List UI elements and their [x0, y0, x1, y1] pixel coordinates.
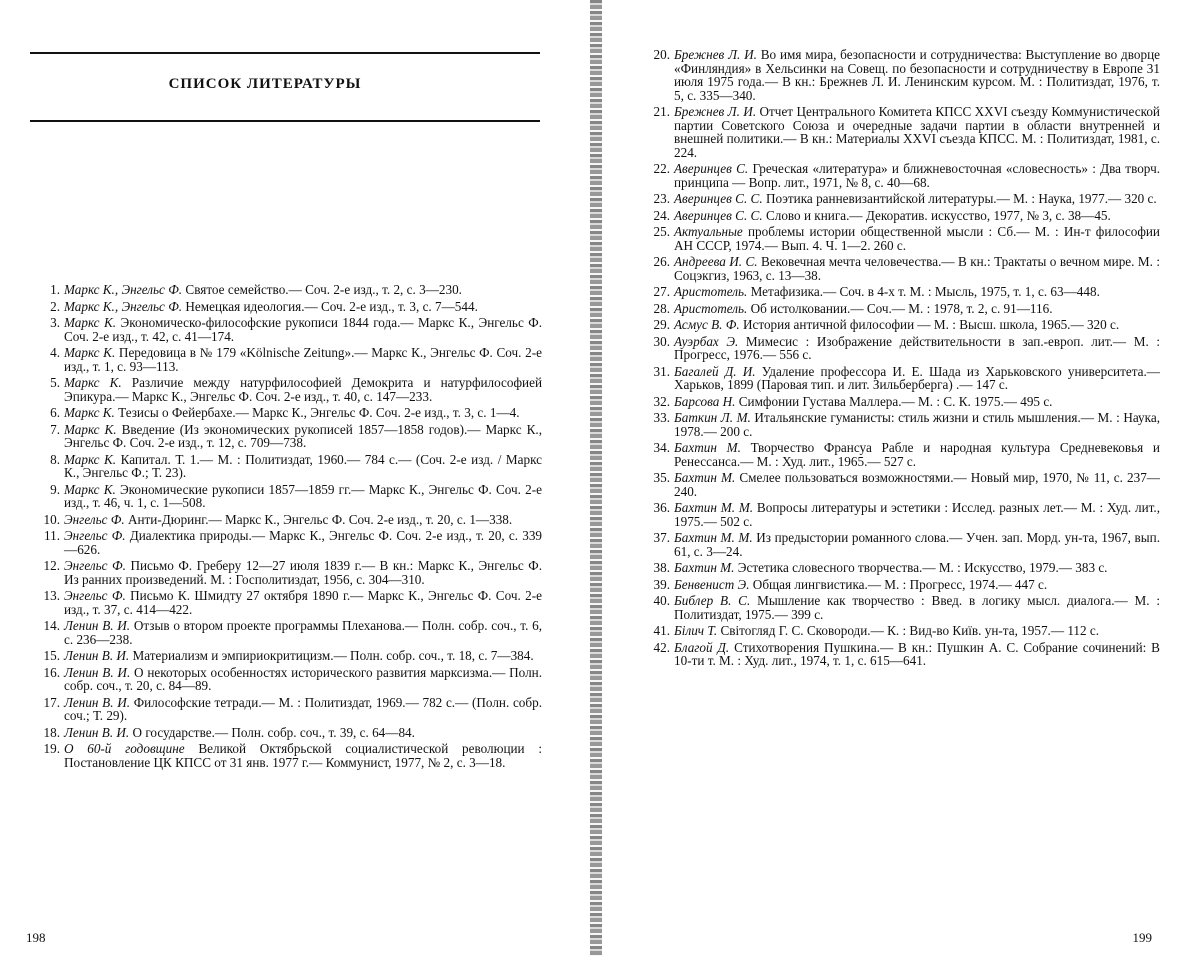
reference-item [640, 471, 1160, 498]
reference-number: 23. [653, 191, 670, 206]
title-rule-top [30, 52, 540, 54]
reference-text: Диалектика природы.— Маркс К., Энгельс Ф. Соч. 2-е изд., т. 20, с. 339—626. [64, 528, 543, 557]
reference-item [640, 501, 1160, 528]
reference-author: Бахтин М. М. [674, 530, 753, 545]
reference-item [30, 742, 542, 769]
reference-author: Ленин В. И. [64, 694, 131, 710]
right-page [600, 0, 1200, 956]
reference-author: Бахтин М. [674, 470, 736, 485]
reference-author: Маркс К. [64, 375, 122, 390]
reference-item [640, 225, 1160, 252]
reference-number: 9. [50, 481, 60, 497]
reference-text: Великой Октябрьской социалистической революции : Постановление ЦК КПСС от 31 янв. 1977 г.— Коммунист, 1977, № 2, с. 3—18. [64, 741, 542, 770]
reference-text: проблемы истории общественной мысли : Сб.— М. : Ин-т философии АН СССР, 1974.— Вып. 4. Ч. 1—2. 260 с. [674, 224, 1160, 253]
reference-item [640, 255, 1160, 282]
reference-item [640, 531, 1160, 558]
reference-author: Маркс К. [64, 451, 117, 467]
reference-number: 27. [653, 284, 670, 299]
reference-number: 32. [653, 393, 670, 409]
reference-author: Маркс К. [64, 345, 116, 360]
reference-author: Аверинцев С. С. [674, 191, 763, 206]
reference-text: Мимесис : Изображение действительности в зап.-европ. лит.— М. : Прогресс, 1976.— 556 с. [674, 333, 1160, 362]
reference-item [640, 365, 1160, 392]
left-page [0, 0, 590, 956]
reference-author: Актуальные [674, 224, 743, 239]
reference-author: Брежнев Л. И. [674, 104, 757, 119]
reference-number: 22. [653, 161, 670, 176]
reference-text: Греческая «литература» и ближневосточная «словесность» : Два творч. принципа — Вопр. лит., 1971, № 8, с. 40—68. [674, 161, 1160, 190]
reference-text: Вековечная мечта человечества.— В кн.: Трактаты о вечном мире. М. : Соцэкгиз, 1963, с. 13—38. [674, 254, 1160, 283]
reference-item [640, 285, 1160, 299]
reference-author: Багалей Д. И. [674, 363, 756, 379]
reference-number: 41. [653, 623, 670, 638]
reference-item [640, 561, 1160, 575]
reference-text: Из предыстории романного слова.— Учен. зап. Морд. ун-та, 1967, вып. 61, с. 3—24. [674, 530, 1161, 559]
reference-item [30, 406, 542, 420]
reference-number: 4. [50, 345, 60, 360]
reference-number: 6. [50, 405, 60, 420]
reference-text: Анти-Дюринг.— Маркс К., Энгельс Ф. Соч. 2-е изд., т. 20, с. 1—338. [124, 511, 513, 527]
reference-text: Капитал. Т. 1.— М. : Политиздат, 1960.— 784 с.— (Соч. 2-е изд. / Маркс К., Энгельс Ф.; Т. 23). [64, 451, 543, 480]
reference-author: Ленин В. И. [64, 618, 131, 633]
reference-text: Отзыв о втором проекте программы Плеханова.— Полн. собр. соч., т. 6, с. 236—238. [64, 618, 542, 647]
reference-author: Ленин В. И. [64, 664, 131, 680]
reference-text: Передовица в № 179 «Kölnische Zeitung».— Маркс К., Энгельс Ф. Соч. 2-е изд., т. 1, с. 93—113. [64, 345, 542, 374]
reference-number: 35. [653, 470, 670, 485]
reference-item [640, 641, 1160, 668]
reference-item [640, 335, 1160, 362]
reference-text: О некоторых особенностях исторического развития марксизма.— Полн. собр. соч., т. 20, с. 84—89. [64, 664, 542, 693]
reference-text: Во имя мира, безопасности и сотрудничества: Выступление во дворце «Финляндия» в Хельсинки на Совещ. по безопасности и сотрудничеству в Европе 31 июля 1975 года.— В кн.: Брежнев Л. И. Ленинским курсом. М. : Политиздат, 1976, т. 5, с. 335—340. [674, 47, 1160, 103]
reference-number: 11. [44, 528, 60, 543]
reference-item [30, 726, 542, 740]
reference-author: Бахтин М. [674, 560, 735, 575]
reference-author: Маркс К. [64, 421, 117, 437]
reference-number: 16. [43, 664, 60, 680]
reference-item [640, 578, 1160, 592]
reference-item [30, 589, 542, 616]
reference-author: Библер В. С. [674, 593, 751, 608]
reference-number: 7. [50, 421, 60, 437]
reference-number: 2. [50, 298, 60, 314]
reference-item [640, 395, 1160, 409]
reference-number: 13. [43, 588, 60, 603]
reference-author: Бахтин М. М. [674, 500, 754, 515]
reference-author: Маркс К. [64, 481, 116, 497]
reference-item [30, 696, 542, 723]
reference-text: Мышление как творчество : Введ. в логику мысл. диалога.— М. : Политиздат, 1975.— 399 с. [674, 593, 1160, 622]
reference-text: Экономическо-философские рукописи 1844 года.— Маркс К., Энгельс Ф. Соч. 2-е изд., т. 42, с. 41—174. [64, 315, 542, 344]
reference-list-right [640, 48, 1160, 671]
reference-text: Поэтика ранневизантийской литературы.— М. : Наука, 1977.— 320 с. [762, 191, 1157, 206]
reference-item [30, 559, 542, 586]
reference-author: Асмус В. Ф. [674, 317, 740, 332]
reference-item [30, 316, 542, 343]
reference-item [30, 529, 542, 556]
reference-number: 12. [43, 558, 60, 573]
reference-number: 18. [43, 724, 60, 740]
reference-text: История античной философии — М. : Высш. школа, 1965.— 320 с. [739, 317, 1120, 332]
reference-author: Ауэрбах Э. [674, 333, 739, 349]
reference-author: Ленин В. И. [64, 724, 130, 740]
reference-item [640, 162, 1160, 189]
reference-number: 19. [43, 741, 60, 756]
reference-text: Письмо Ф. Греберу 12—27 июля 1839 г.— В кн.: Маркс К., Энгельс Ф. Из ранних произведений. М. : Госполитиздат, 1956, с. 304—310. [64, 558, 543, 587]
reference-number: 42. [653, 639, 670, 655]
reference-text: Творчество Франсуа Рабле и народная культура Средневековья и Ренессанса.— М. : Худ. лит., 1965.— 527 с. [674, 440, 1160, 469]
reference-number: 30. [653, 333, 670, 349]
reference-list-left [30, 283, 542, 772]
reference-text: Общая лингвистика.— М. : Прогресс, 1974.— 447 с. [749, 576, 1048, 592]
reference-number: 8. [50, 451, 60, 467]
reference-number: 14. [43, 618, 60, 633]
reference-author: Аверинцев С. С. [674, 207, 763, 223]
reference-author: Маркс К., Энгельс Ф. [64, 282, 183, 297]
reference-item [640, 441, 1160, 468]
reference-author: Энгельс Ф. [64, 528, 126, 543]
reference-item [30, 513, 542, 527]
reference-number: 36. [653, 500, 670, 515]
page-number-right: 199 [1132, 930, 1152, 945]
reference-item [640, 48, 1160, 102]
reference-number: 33. [653, 410, 670, 425]
reference-text: Стихотворения Пушкина.— В кн.: Пушкин А. С. Собрание сочинений: В 10-ти т. М. : Худ. лит., 1974, т. 1, с. 615—641. [674, 639, 1160, 668]
reference-item [30, 483, 542, 510]
page-number-left: 198 [26, 930, 46, 945]
reference-author: Маркс К., Энгельс Ф. [64, 298, 183, 314]
reference-item [30, 666, 542, 693]
reference-author: Ленин В. И. [64, 648, 130, 663]
reference-text: Святое семейство.— Соч. 2-е изд., т. 2, с. 3—230. [182, 282, 462, 297]
reference-author: Маркс К. [64, 315, 117, 330]
reference-number: 10. [43, 511, 60, 527]
reference-item [640, 105, 1160, 159]
reference-text: Итальянские гуманисты: стиль жизни и стиль мышления.— М. : Наука, 1978.— 200 с. [674, 410, 1160, 439]
reference-number: 39. [653, 576, 670, 592]
reference-author: Брежнев Л. И. [674, 47, 757, 62]
reference-author: Баткин Л. М. [674, 410, 751, 425]
reference-text: Смелее пользоваться возможностями.— Новый мир, 1970, № 11, с. 237—240. [674, 470, 1160, 499]
reference-item [640, 209, 1160, 223]
reference-item [30, 453, 542, 480]
reference-text: О государстве.— Полн. собр. соч., т. 39, с. 64—84. [129, 724, 415, 740]
reference-text: Введение (Из экономических рукописей 1857—1858 годов).— Маркс К., Энгельс Ф. Соч. 2-е изд., т. 12, с. 709—738. [64, 421, 542, 450]
reference-item [30, 619, 542, 646]
reference-number: 24. [653, 207, 670, 223]
reference-author: Білич Т. [674, 623, 718, 638]
reference-number: 25. [653, 224, 670, 239]
reference-text: Удаление профессора И. Е. Шада из Харьковского университета.— Харьков, 1899 (Паровая тип. и лит. Зильберберга) .— 147 с. [674, 363, 1160, 392]
reference-item [30, 376, 542, 403]
reference-number: 29. [653, 317, 670, 332]
reference-author: Аристотель. [674, 300, 748, 316]
reference-number: 26. [653, 254, 670, 269]
reference-item [640, 594, 1160, 621]
reference-text: Об истолковании.— Соч.— М. : 1978, т. 2, с. 91—116. [747, 300, 1053, 316]
reference-item [30, 300, 542, 314]
reference-author: Андреева И. С. [674, 254, 758, 269]
reference-number: 37. [653, 530, 670, 545]
reference-number: 28. [653, 300, 670, 316]
reference-author: Бенвенист Э. [674, 576, 750, 592]
reference-number: 40. [653, 593, 670, 608]
reference-item [640, 411, 1160, 438]
reference-author: Аристотель. [674, 284, 748, 299]
reference-text: Світогляд Г. С. Сковороди.— К. : Вид-во Київ. ун-та, 1957.— 112 с. [717, 623, 1100, 638]
reference-author: Энгельс Ф. [64, 588, 126, 603]
reference-text: Материализм и эмпириокритицизм.— Полн. собр. соч., т. 18, с. 7—384. [129, 648, 534, 663]
reference-number: 1. [50, 282, 60, 297]
reference-author: Аверинцев С. [674, 161, 749, 176]
reference-item [640, 302, 1160, 316]
reference-text: Отчет Центрального Комитета КПСС XXVI съезду Коммунистической партии Советского Союза и очередные задачи партии в области внутренней и внешней политики.— В кн.: Материалы XXVI съезда КПСС. М. : Политиздат, 1981, с. 224. [674, 104, 1160, 160]
reference-number: 31. [653, 363, 670, 379]
reference-text: Немецкая идеология.— Соч. 2-е изд., т. 3, с. 7—544. [182, 298, 478, 314]
reference-author: Энгельс Ф. [64, 558, 126, 573]
reference-item [640, 192, 1160, 206]
title-rule-bottom [30, 120, 540, 122]
reference-item [30, 649, 542, 663]
reference-author: Маркс К. [64, 405, 115, 420]
reference-number: 5. [50, 375, 60, 390]
reference-author: Барсова Н. [674, 393, 736, 409]
reference-number: 34. [653, 440, 670, 455]
page-title: СПИСОК ЛИТЕРАТУРЫ [168, 76, 362, 92]
reference-text: Симфонии Густава Маллера.— М. : С. К. 1975.— 495 с. [735, 393, 1053, 409]
reference-text: Письмо К. Шмидту 27 октября 1890 г.— Маркс К., Энгельс Ф. Соч. 2-е изд., т. 37, с. 414—422. [64, 588, 542, 617]
reference-number: 3. [50, 315, 60, 330]
reference-item [30, 283, 542, 297]
reference-author: О 60-й годовщине [64, 741, 185, 756]
reference-author: Бахтин М. [674, 440, 741, 455]
reference-number: 17. [43, 694, 60, 710]
reference-number: 15. [43, 648, 60, 663]
reference-number: 38. [653, 560, 670, 575]
reference-text: Экономические рукописи 1857—1859 гг.— Маркс К., Энгельс Ф. Соч. 2-е изд., т. 46, ч. 1, с. 1—508. [64, 481, 542, 510]
reference-author: Энгельс Ф. [64, 511, 125, 527]
reference-number: 21. [653, 104, 670, 119]
reference-text: Слово и книга.— Декоратив. искусство, 1977, № 3, с. 38—45. [762, 207, 1111, 223]
reference-text: Эстетика словесного творчества.— М. : Искусство, 1979.— 383 с. [734, 560, 1108, 575]
reference-text: Философские тетради.— М. : Политиздат, 1969.— 782 с.— (Полн. собр. соч.; Т. 29). [64, 694, 542, 723]
reference-item [30, 346, 542, 373]
reference-author: Благой Д. [674, 639, 730, 655]
reference-text: Тезисы о Фейербахе.— Маркс К., Энгельс Ф. Соч. 2-е изд., т. 3, с. 1—4. [114, 405, 520, 420]
reference-item [640, 624, 1160, 638]
reference-item [640, 318, 1160, 332]
reference-number: 20. [653, 47, 670, 62]
reference-item [30, 423, 542, 450]
reference-text: Различие между натурфилософией Демокрита и натурфилософией Эпикура.— Маркс К., Энгельс Ф. Соч. 2-е изд., т. 40, с. 147—233. [64, 375, 543, 404]
reference-text: Метафизика.— Соч. в 4-х т. М. : Мысль, 1975, т. 1, с. 63—448. [747, 284, 1100, 299]
reference-text: Вопросы литературы и эстетики : Исслед. разных лет.— М. : Худ. лит., 1975.— 502 с. [674, 500, 1161, 529]
